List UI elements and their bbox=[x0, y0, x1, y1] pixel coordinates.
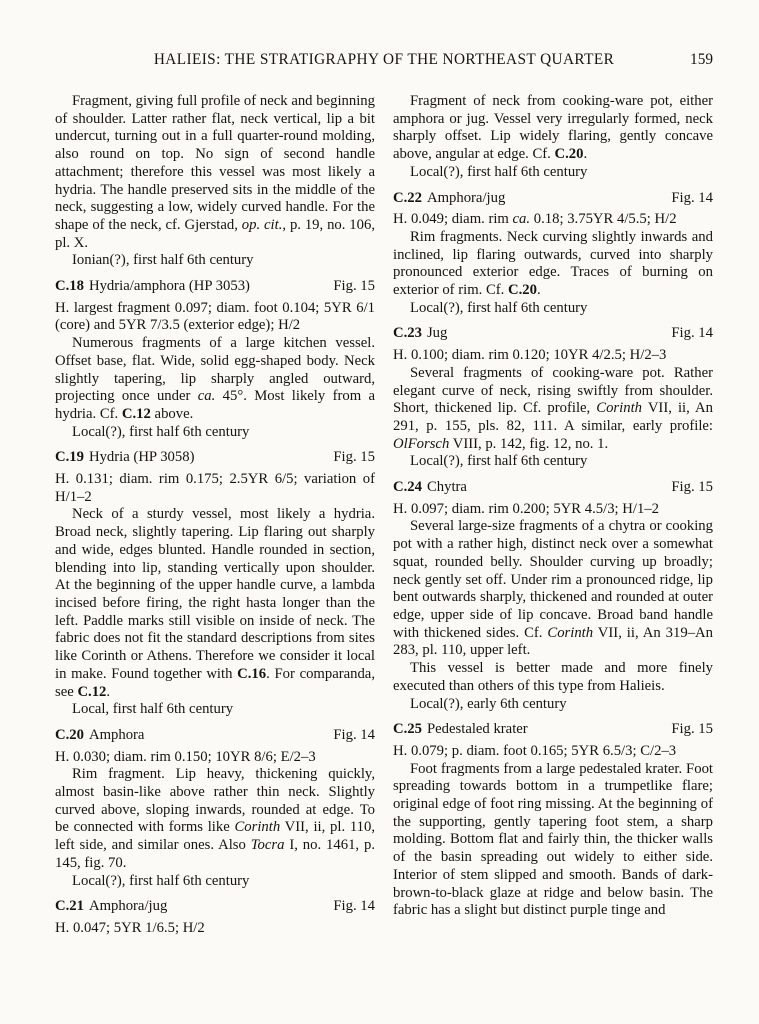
page-number: 159 bbox=[690, 51, 713, 68]
body-paragraph: Local(?), first half 6th century bbox=[410, 299, 588, 316]
catalogue-entry-heading bbox=[393, 190, 713, 208]
bold-cross-reference: C.12 bbox=[77, 683, 107, 700]
catalogue-entry-heading bbox=[393, 325, 713, 343]
two-column-text bbox=[55, 93, 713, 938]
italic-citation: ca. bbox=[197, 388, 216, 405]
catalogue-entry-heading bbox=[393, 721, 713, 739]
entry-title bbox=[55, 278, 250, 296]
entry-id: C.22 bbox=[393, 189, 422, 206]
figure-reference: Fig. 14 bbox=[671, 325, 713, 342]
running-title: HALIEIS: THE STRATIGRAPHY OF THE NORTHEAST QUARTER bbox=[153, 51, 615, 68]
entry-id: C.20 bbox=[55, 726, 84, 743]
entry-title bbox=[393, 325, 447, 343]
entry-id: C.23 bbox=[393, 325, 422, 342]
entry-name: Hydria (HP 3058) bbox=[88, 449, 195, 466]
italic-citation: Tocra bbox=[250, 837, 285, 854]
measurements-line: H. 0.030; diam. rim 0.150; 10YR 8/6; E/2–3 bbox=[55, 748, 316, 765]
body-paragraph: Foot fragments from a large pedestaled krater. Foot spreading towards bottom in a trumpetlike flare; original edge of foot ring missing. At the beginning of the supporting, gently tapering foot stem, a sharp molding. Bottom flat and fairly thin, the thicker walls of the basin spreading out widely to either side. Interior of stem slipped and smooth. Bands of dark-brown-to-black glaze at ridge and below basin. The fabric has a slight but distinct purple tinge and bbox=[393, 760, 713, 919]
body-paragraph: Several large-size fragments of a chytra or cooking pot with a rather high, distinct neck over a somewhat squat, rounded belly. Shoulder curving up broadly; neck gently set off. Under rim a pronounced ridge, lip bent outwards sharply, thickened and rounded at outer edge, upper side of lip concave. Broad band handle with thickened sides. Cf. Corinth VII, ii, An 319–An 283, pl. 110, upper left. bbox=[393, 518, 713, 659]
figure-reference: Fig. 15 bbox=[333, 449, 375, 466]
body-paragraph: Local(?), first half 6th century bbox=[410, 163, 588, 180]
figure-reference: Fig. 15 bbox=[671, 479, 713, 496]
bold-cross-reference: C.20 bbox=[508, 282, 537, 299]
body-paragraph: Local(?), first half 6th century bbox=[72, 872, 250, 889]
catalogue-entry-heading bbox=[393, 479, 713, 497]
entry-id: C.24 bbox=[393, 479, 422, 496]
entry-id: C.21 bbox=[55, 898, 84, 915]
body-paragraph: Several fragments of cooking-ware pot. Rather elegant curve of neck, rising swiftly from shoulder. Short, thickened lip. Cf. profile, Corinth VII, ii, An 291, p. 155, pls. 82, 111. A similar, early profile: OlForsch VIII, p. 142, fig. 12, no. 1. bbox=[393, 364, 713, 452]
figure-reference: Fig. 14 bbox=[333, 898, 375, 915]
entry-title bbox=[55, 898, 167, 916]
entry-name: Amphora bbox=[88, 726, 145, 743]
catalogue-entry-heading bbox=[55, 278, 375, 296]
entry-name: Jug bbox=[426, 325, 448, 342]
catalogue-entry-heading bbox=[55, 727, 375, 745]
figure-reference: Fig. 14 bbox=[671, 189, 713, 206]
entry-name: Amphora/jug bbox=[426, 189, 506, 206]
entry-title bbox=[393, 190, 505, 208]
catalogue-entry-heading bbox=[55, 449, 375, 467]
page-header bbox=[55, 50, 713, 69]
entry-id: C.18 bbox=[55, 278, 84, 295]
measurements-line: H. 0.049; diam. rim ca. 0.18; 3.75YR 4/5.5; H/2 bbox=[393, 211, 677, 228]
body-paragraph: Local(?), first half 6th century bbox=[410, 453, 588, 470]
entry-title bbox=[393, 721, 528, 739]
entry-title bbox=[55, 727, 144, 745]
italic-citation: ca. bbox=[512, 211, 531, 228]
body-paragraph: Local(?), early 6th century bbox=[410, 695, 567, 712]
figure-reference: Fig. 14 bbox=[333, 726, 375, 743]
body-paragraph: Local(?), first half 6th century bbox=[72, 423, 250, 440]
body-paragraph: Local, first half 6th century bbox=[72, 701, 234, 718]
italic-citation: OlForsch bbox=[393, 435, 450, 452]
entry-title bbox=[393, 479, 467, 497]
measurements-line: H. 0.100; diam. rim 0.120; 10YR 4/2.5; H/2–3 bbox=[393, 347, 667, 364]
bold-cross-reference: C.16 bbox=[237, 665, 267, 682]
italic-citation: Corinth bbox=[234, 819, 281, 836]
figure-reference: Fig. 15 bbox=[671, 721, 713, 738]
body-paragraph: Fragment of neck from cooking-ware pot, either amphora or jug. Vessel very irregularly formed, neck sharply offset. Lip widely flaring, gently concave above, angular at edge. Cf. C.20. bbox=[393, 93, 713, 163]
catalogue-entry-heading bbox=[55, 898, 375, 916]
body-paragraph: Ionian(?), first half 6th century bbox=[72, 252, 254, 269]
body-paragraph: This vessel is better made and more finely executed than others of this type from Halieis. bbox=[393, 660, 713, 694]
entry-id: C.25 bbox=[393, 721, 422, 738]
italic-citation: op. cit. bbox=[241, 216, 283, 233]
measurements-line: H. 0.097; diam. rim 0.200; 5YR 4.5/3; H/1–2 bbox=[393, 500, 660, 517]
body-paragraph: Rim fragment. Lip heavy, thickening quickly, almost basin-like above rather thin neck. Slightly curved above, sloping inwards, rounded at edge. To be connected with forms like Corinth VII, ii, pl. 110, left side, and similar ones. Also Tocra I, no. 1461, p. 145, fig. 70. bbox=[55, 766, 376, 871]
body-paragraph: Rim fragments. Neck curving slightly inwards and inclined, lip flaring outwards, curved into sharply pronounced exterior edge. Traces of burning on exterior of rim. Cf. C.20. bbox=[393, 228, 713, 299]
body-paragraph: Numerous fragments of a large kitchen vessel. Offset base, flat. Wide, solid egg-shaped body. Neck slightly tapering, lip sharply angled outward, projecting once under ca. 45°. Most likely from a hydria. Cf. C.12 above. bbox=[55, 335, 376, 422]
bold-cross-reference: C.20 bbox=[554, 146, 584, 163]
italic-citation: Corinth bbox=[547, 624, 594, 641]
body-paragraph: Fragment, giving full profile of neck and beginning of shoulder. Latter rather flat, neck vertical, lip a bit undercut, turning out in a full quarter-round molding, also round on top. No sign of second handle attachment; therefore this vessel was most likely a hydria. The handle preserved sits in the middle of the neck, suggesting a low, widely curved handle. For the shape of the neck, cf. Gjerstad, op. cit., p. 19, no. 106, pl. X. bbox=[55, 93, 376, 251]
measurements-line: H. 0.131; diam. rim 0.175; 2.5YR 6/5; variation of H/1–2 bbox=[55, 471, 375, 505]
entry-title bbox=[55, 449, 195, 467]
bold-cross-reference: C.12 bbox=[121, 405, 151, 422]
entry-name: Chytra bbox=[426, 479, 467, 496]
entry-name: Amphora/jug bbox=[88, 898, 168, 915]
measurements-line: H. 0.079; p. diam. foot 0.165; 5YR 6.5/3; C/2–3 bbox=[393, 742, 677, 759]
entry-id: C.19 bbox=[55, 449, 84, 466]
italic-citation: Corinth bbox=[596, 400, 643, 417]
measurements-line: H. 0.047; 5YR 1/6.5; H/2 bbox=[55, 919, 205, 936]
body-paragraph: Neck of a sturdy vessel, most likely a hydria. Broad neck, slightly tapering. Lip flaring out sharply and wide, edges blunted. Handle rounded in section, blending into lip, standing vertically upon shoulder. At the beginning of the upper handle curve, a lambda incised before firing, the right hasta longer than the left. Paddle marks still visible on inside of neck. The fabric does not fit the standard descriptions from sites like Corinth or Athens. Therefore we consider it local in make. Found together with C.16. For comparanda, see C.12. bbox=[55, 506, 376, 700]
left-column bbox=[55, 93, 375, 938]
entry-name: Pedestaled krater bbox=[426, 721, 528, 738]
entry-name: Hydria/amphora (HP 3053) bbox=[88, 278, 250, 295]
right-column bbox=[393, 93, 713, 938]
figure-reference: Fig. 15 bbox=[333, 278, 375, 295]
measurements-line: H. largest fragment 0.097; diam. foot 0.104; 5YR 6/1 (core) and 5YR 7/3.5 (exterior edge); H/2 bbox=[55, 299, 375, 334]
